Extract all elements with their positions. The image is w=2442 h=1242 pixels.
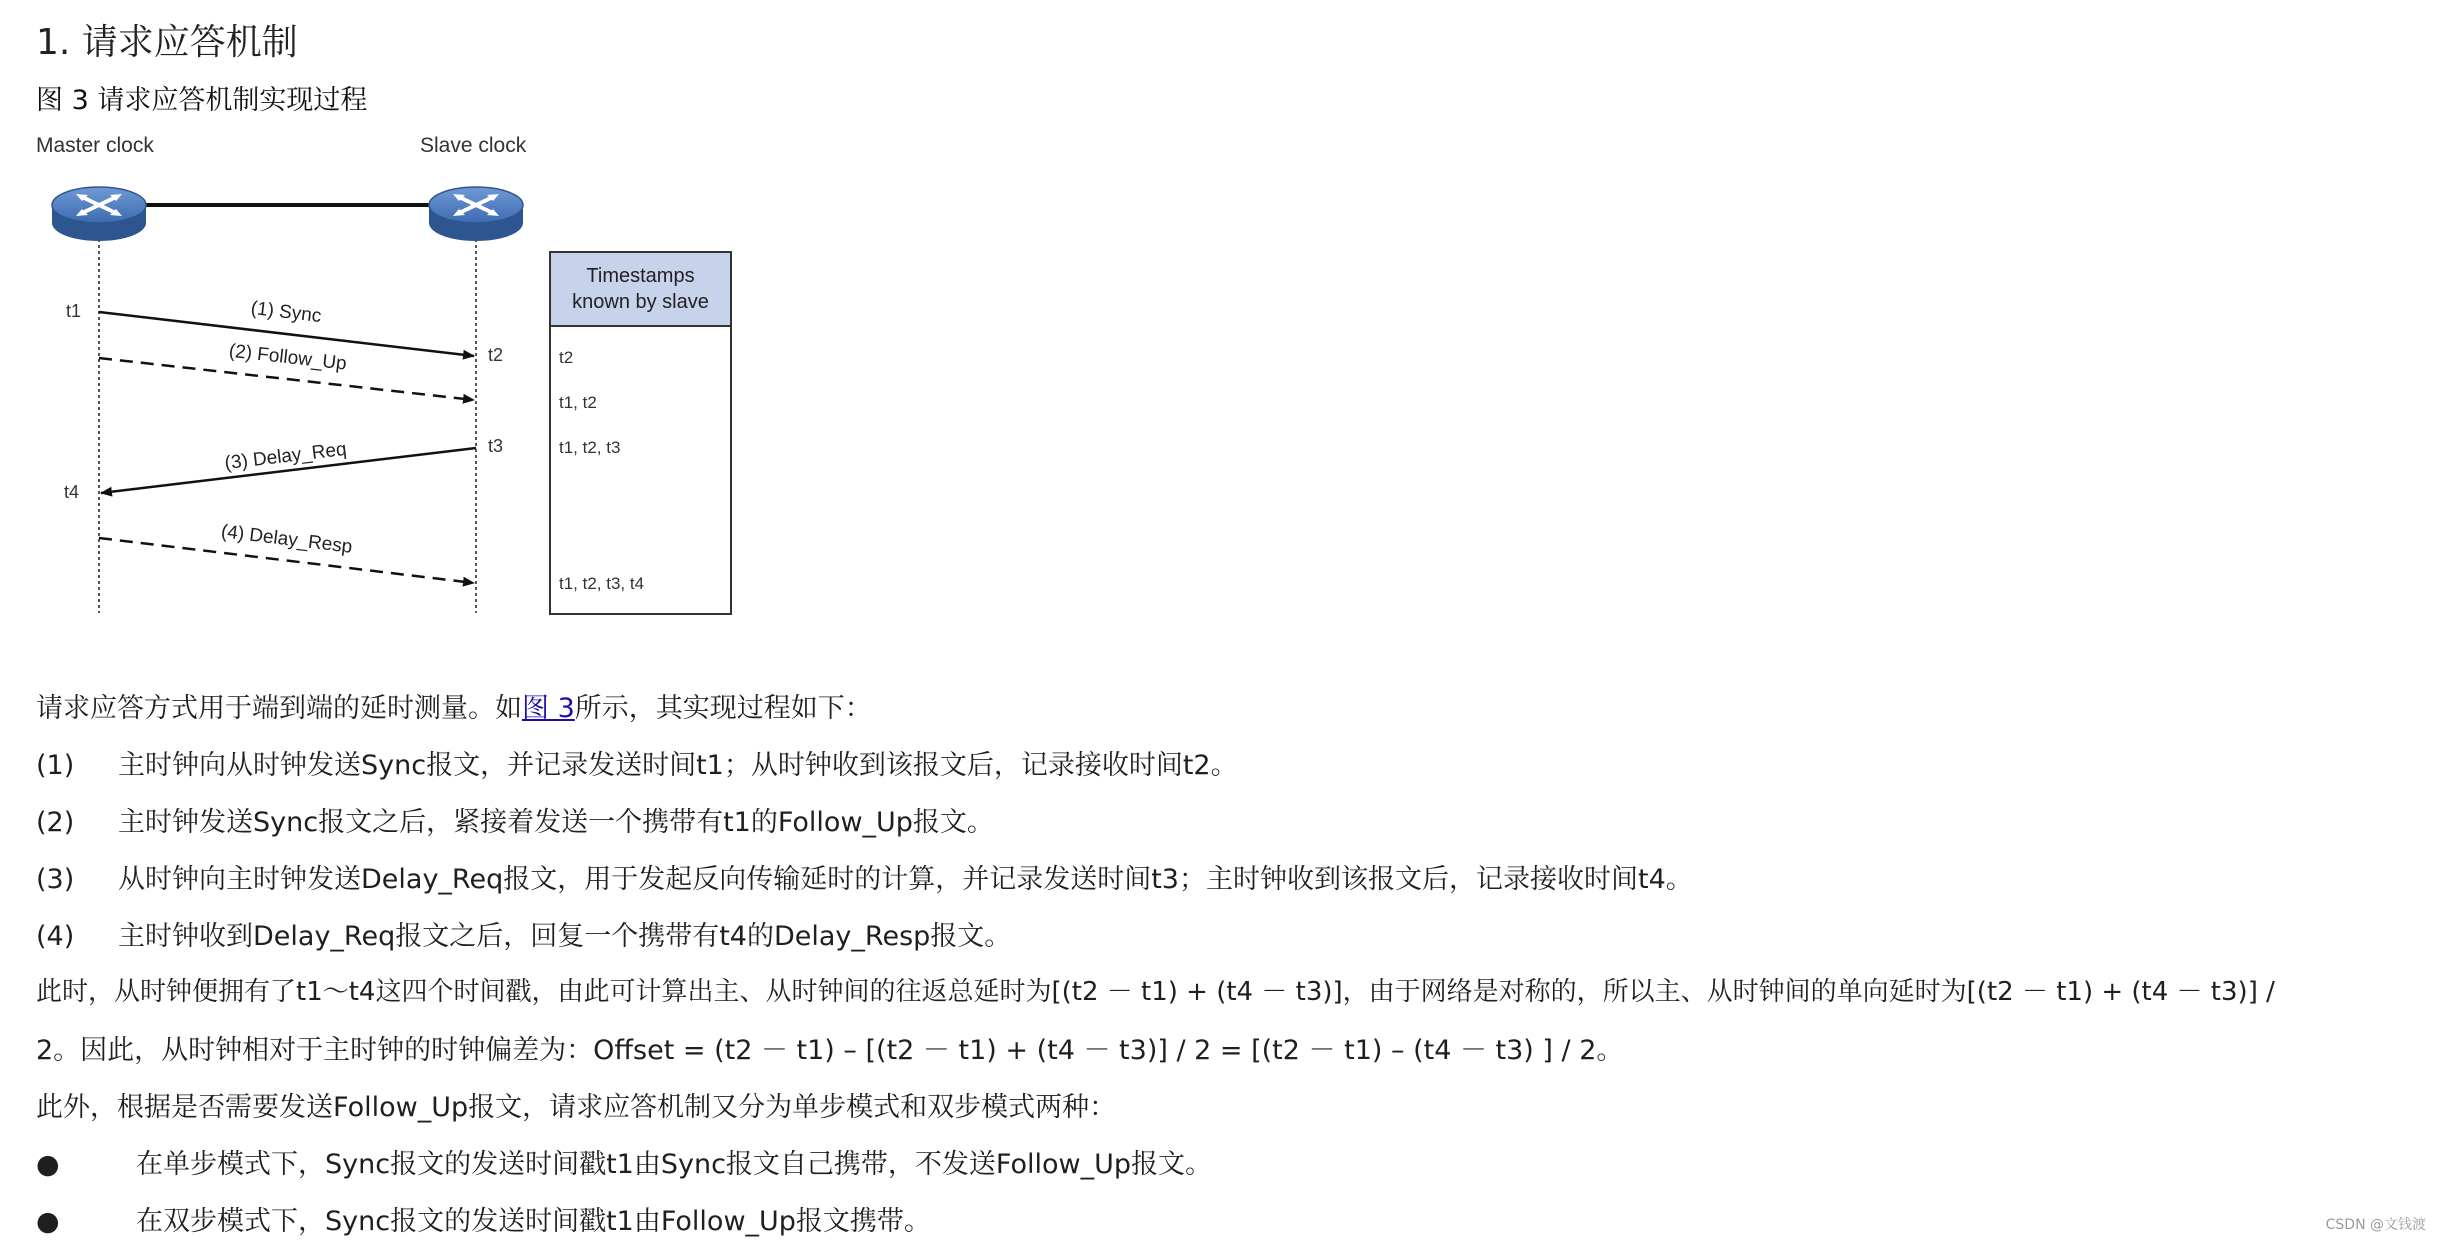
table-header-line-1: Timestamps (586, 265, 695, 287)
figure-3-link[interactable]: 图 3 (522, 693, 575, 724)
label-t4: t4 (64, 482, 80, 502)
modes-paragraph: 此外，根据是否需要发送Follow_Up报文，请求应答机制又分为单步模式和双步模式两种： (36, 1092, 1117, 1123)
intro-text-before: 请求应答方式用于端到端的延时测量。如 (36, 693, 522, 724)
timestamps-table (550, 252, 731, 614)
slave-router-icon (429, 187, 523, 241)
figure-caption: 图 3 请求应答机制实现过程 (36, 85, 368, 116)
table-header-line-2: known by slave (572, 291, 709, 313)
step-text: 主时钟收到Delay_Req报文之后，回复一个携带有t4的Delay_Resp报文。 (118, 921, 1012, 952)
table-row: t1, t2, t3, t4 (559, 574, 645, 593)
step-item (36, 800, 994, 839)
list-item (36, 1199, 931, 1238)
offset-paragraph-line-1: 此时，从时钟便拥有了t1～t4这四个时间戳，由此可计算出主、从时钟间的往返总延时为[(t2 － t1) + (t4 － t3)]，由于网络是对称的，所以主、从时钟间的单向延时为[(t2 － t1) + (t4 － t3)] / (36, 977, 2275, 1007)
slave-clock-label: Slave clock (420, 134, 527, 157)
step-number: (2) (36, 807, 75, 838)
offset-paragraph-line-2: 2。因此，从时钟相对于主时钟的时钟偏差为：Offset = (t2 － t1) – [(t2 － t1) + (t4 － t3)] / 2 = [(t2 － t1) – (t4 － t3) ] / 2。 (36, 1035, 1624, 1066)
master-clock-label: Master clock (36, 134, 154, 157)
bullet-text: 在单步模式下，Sync报文的发送时间戳t1由Sync报文自己携带，不发送Follow_Up报文。 (136, 1149, 1213, 1180)
delay-resp-label: (4) Delay_Resp (219, 521, 354, 558)
list-item (36, 1142, 1212, 1181)
section-heading: 1. 请求应答机制 (36, 22, 298, 63)
label-t1: t1 (66, 301, 82, 321)
delay-req-label: (3) Delay_Req (223, 438, 348, 475)
label-t2: t2 (488, 345, 504, 365)
follow-up-label: (2) Follow_Up (227, 340, 348, 375)
step-item (36, 857, 1693, 896)
step-item (36, 914, 1011, 953)
bullet-icon: ● (36, 1149, 60, 1180)
ptp-sequence-diagram (30, 125, 750, 625)
label-t3: t3 (488, 436, 504, 456)
table-row: t1, t2 (559, 393, 597, 412)
step-number: (1) (36, 750, 75, 781)
table-row: t1, t2, t3 (559, 438, 621, 457)
table-row: t2 (559, 348, 574, 367)
watermark: CSDN @文钱渡 (2325, 1217, 2426, 1233)
intro-paragraph (36, 686, 872, 725)
step-text: 从时钟向主时钟发送Delay_Req报文，用于发起反向传输延时的计算，并记录发送时间t3；主时钟收到该报文后，记录接收时间t4。 (118, 864, 1693, 895)
step-item (36, 743, 1238, 782)
intro-text-after: 所示，其实现过程如下： (574, 693, 872, 724)
step-text: 主时钟发送Sync报文之后，紧接着发送一个携带有t1的Follow_Up报文。 (118, 807, 994, 838)
sync-label: (1) Sync (249, 297, 323, 328)
step-text: 主时钟向从时钟发送Sync报文，并记录发送时间t1；从时钟收到该报文后，记录接收时间t2。 (118, 750, 1238, 781)
bullet-text: 在双步模式下，Sync报文的发送时间戳t1由Follow_Up报文携带。 (136, 1206, 931, 1237)
step-number: (4) (36, 921, 75, 952)
step-number: (3) (36, 864, 75, 895)
master-router-icon (52, 187, 146, 241)
bullet-icon: ● (36, 1206, 60, 1237)
